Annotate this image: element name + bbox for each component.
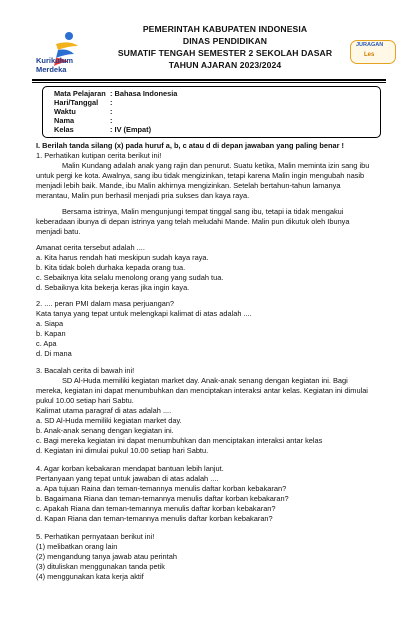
question-5-prompt: 5. Perhatikan pernyataan berikut ini! [36,532,155,541]
identity-value: : [110,98,113,107]
question-1-option-d: d. Sebaiknya kita bekerja keras jika ingin kaya. [36,283,190,292]
story-line: Malin Kundang adalah anak yang rajin dan penurut. Suatu ketika, Malin meminta izin sang ibu [62,161,370,170]
identity-row-subject [54,89,177,98]
logo-wordmark [36,56,73,74]
identity-label: Hari/Tanggal [54,98,99,107]
identity-value: : IV (Empat) [110,125,152,134]
story-line: untuk pergi ke kota. Awalnya, sang ibu tidak mengizinkan, tetapi karena Malin ingin mengubah nasib [36,171,365,180]
question-1-option-a: a. Kita harus rendah hati meskipun sudah kaya raya. [36,253,209,262]
header-line2: DINAS PENDIDIKAN [182,36,268,46]
question-3-option-d: d. Kegiatan ini dimulai pukul 10.00 setiap hari Sabtu. [36,446,209,455]
question-2-option-b: b. Kapan [36,329,66,338]
story-line: menjadi lebih baik. Mande, ibu Malin akhirnya mengizinkan. Setelah bertahun-tahun lamanya [36,181,341,190]
question-3-prompt: 3. Bacalah cerita di bawah ini! [36,366,135,375]
identity-row-date [54,98,112,107]
question-4-prompt: 4. Agar korban kebakaran mendapat bantuan lebih lanjut. [36,464,224,473]
identity-label: Mata Pelajaran [54,89,106,98]
question-2-option-d: d. Di mana [36,349,72,358]
question-1-option-c: c. Sebaiknya kita selalu menolong orang yang sudah tua. [36,273,224,282]
statement-4: (4) menggunakan kata kerja aktif [36,572,144,581]
header-line1: PEMERINTAH KABUPATEN INDONESIA [142,24,308,34]
question-3-option-c: c. Bagi mereka kegiatan ini dapat menumbuhkan dan menciptakan interaksi antar kelas [36,436,323,445]
badge-top-text: JURAGAN [356,42,384,48]
header-rule-thin [32,82,386,83]
question-4-option-a: a. Apa tujuan Raina dan teman-temannya menulis daftar korban kebakaran? [36,484,287,493]
question-4-option-d: d. Kapan Riana dan teman-temannya menulis daftar korban kebakaran? [36,514,273,523]
story-line: keberadaan ibunya di depan istrinya yang telah meludahi Mande. Malin pun dikutuk oleh Ibunya [36,217,350,226]
statement-2: (2) mengandung tanya jawab atau perintah [36,552,177,561]
identity-row-class [54,125,151,134]
statement-1: (1) melibatkan orang lain [36,542,118,551]
badge-bottom-text: Les [364,52,375,58]
identity-label: Nama [54,116,75,125]
logo-line2: Merdeka [36,65,67,74]
identity-value: : [110,107,113,116]
question-2-stem: Kata tanya yang tepat untuk melengkapi kalimat di atas adalah .... [36,309,252,318]
identity-label: Kelas [54,125,74,134]
question-1-option-b: b. Kita tidak boleh durhaka kepada orang tua. [36,263,186,272]
question-3-stem: Kalimat utama paragraf di atas adalah .... [36,406,172,415]
logo-line1: Kurikulum [36,56,74,65]
story-line: Bersama istrinya, Malin mengunjungi tempat tinggal sang ibu, tetapi ia tidak mengakui [62,207,344,216]
identity-value: : [110,116,113,125]
instruction: I. Berilah tanda silang (x) pada huruf a, b, c atau d di depan jawaban yang paling benar ! [36,141,344,150]
question-1-prompt: 1. Perhatikan kutipan cerita berikut ini! [36,151,162,160]
question-3-option-b: b. Anak-anak senang dengan kegiatan ini. [36,426,174,435]
question-3-option-a: a. SD Al-Huda memiliki kegiatan market day. [36,416,182,425]
question-2-option-c: c. Apa [36,339,57,348]
question-4-option-c: c. Apakah Riana dan teman-temannya menulis daftar korban kebakaran? [36,504,276,513]
question-4-option-b: b. Bagaimana Riana dan teman-temannya menulis daftar korban kebakaran? [36,494,289,503]
question-1-stem: Amanat cerita tersebut adalah .... [36,243,145,252]
question-2-prompt: 2. .... peran PMI dalam masa perjuangan? [36,299,175,308]
identity-row-time [54,107,112,116]
header-rule-thick [32,79,386,81]
question-2-option-a: a. Siapa [36,319,64,328]
story-line: mereka, kegiatan ini dapat menumbuhkan dan menciptakan interaksi antar kelas. Kegiatan ini dimulai [36,386,368,395]
question-4-stem: Pertanyaan yang tepat untuk jawaban di atas adalah .... [36,474,219,483]
identity-row-name [54,116,112,125]
identity-value: : Bahasa Indonesia [110,89,178,98]
statement-3: (3) dituliskan menggunakan tanda petik [36,562,166,571]
header-line4: TAHUN AJARAN 2023/2024 [168,60,282,70]
identity-label: Waktu [54,107,76,116]
header-line3: SUMATIF TENGAH SEMESTER 2 SEKOLAH DASAR [117,48,333,58]
story-line: merantau, Malin pun berhasil menjadi pria sukses dan kaya raya. [36,191,250,200]
story-line: menjadi batu. [36,227,81,236]
document-header [95,23,355,71]
story-line: SD Al-Huda memiliki kegiatan market day. Anak-anak senang dengan kegiatan ini. Bagi [62,376,348,385]
story-line: pukul 10.00 setiap hari Sabtu. [36,396,134,405]
